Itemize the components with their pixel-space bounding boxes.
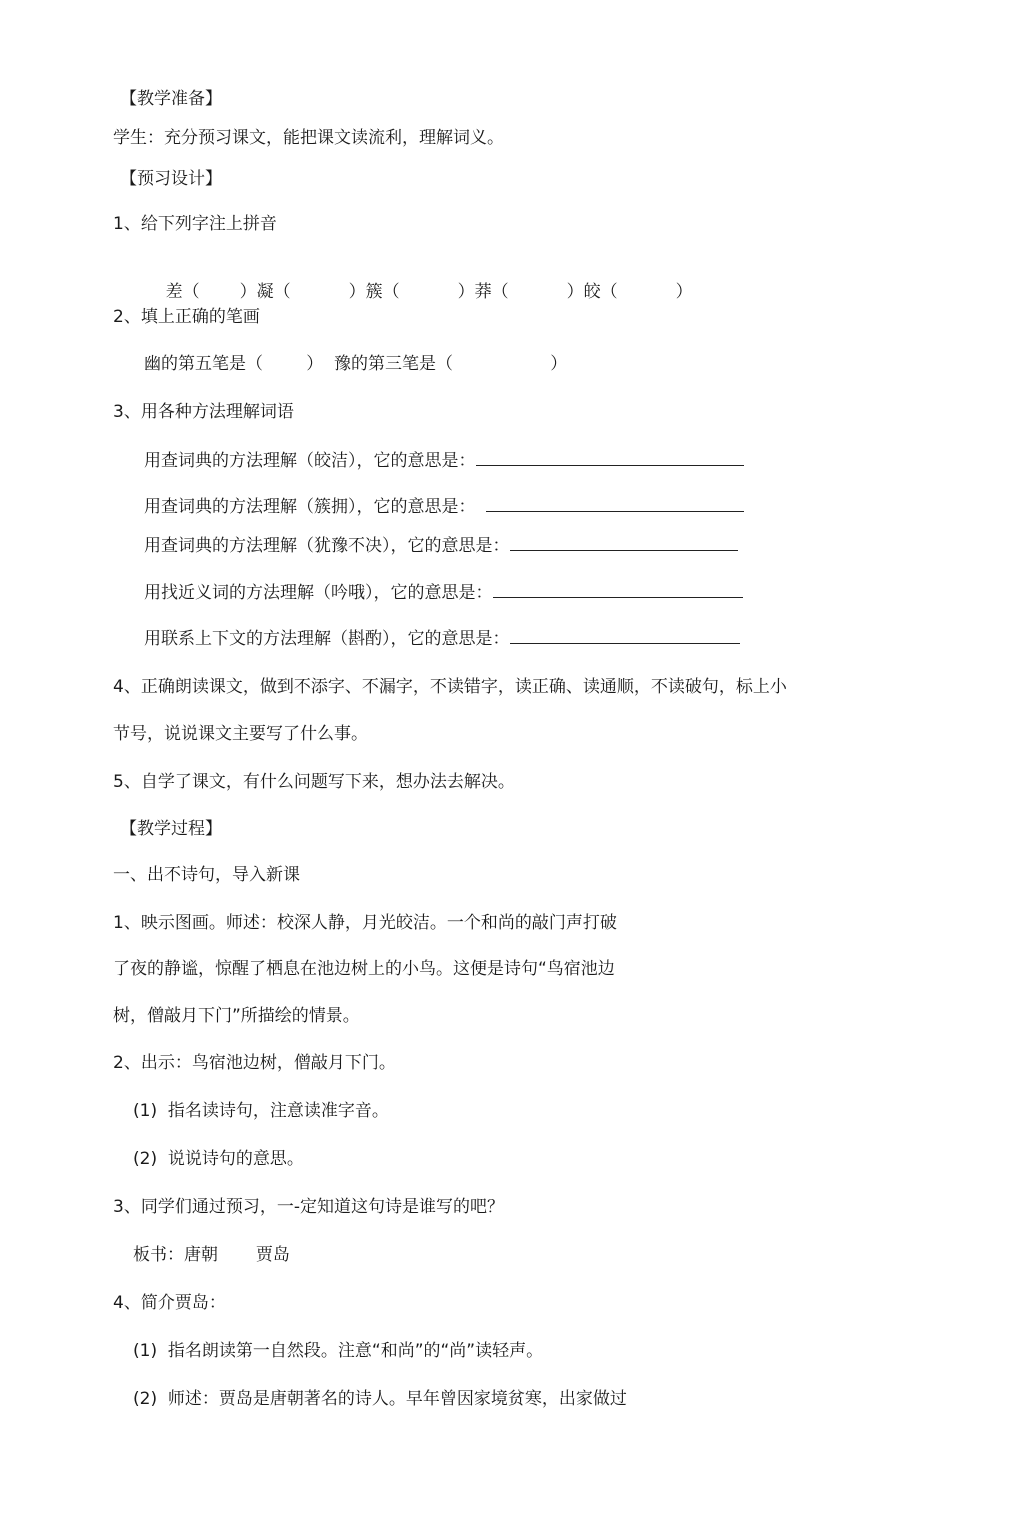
q3-item — [144, 450, 744, 472]
q3-item — [144, 535, 738, 557]
p1-line-2: 了夜的静谧，惊醒了栖息在池边树上的小鸟。这便是诗句“鸟宿池边 — [113, 959, 615, 979]
preview-heading: 【预习设计】 — [120, 169, 222, 189]
q5-line: 5、自学了课文，有什么问题写下来，想办法去解决。 — [113, 772, 515, 792]
q1-char-6: ） — [675, 282, 693, 302]
process-heading: 【教学过程】 — [120, 819, 222, 839]
q1-title: 1、给下列字注上拼音 — [113, 214, 277, 234]
p2-title: 2、出示：鸟宿池边树，僧敲月下门。 — [113, 1053, 396, 1073]
p1-line-3: 树，僧敲月下门”所描绘的情景。 — [113, 1006, 360, 1026]
q3-item — [144, 496, 744, 518]
q1-char-1: 差（ — [165, 282, 200, 302]
answer-blank[interactable] — [486, 497, 744, 512]
q3-title: 3、用各种方法理解词语 — [113, 402, 294, 422]
p2-sub-1: (1) 指名读诗句，注意读准字音。 — [133, 1101, 389, 1121]
q2-title: 2、填上正确的笔画 — [113, 307, 260, 327]
q3-item-text: 用查词典的方法理解（犹豫不决），它的意思是： — [144, 536, 510, 556]
q3-item-text: 用查词典的方法理解（簇拥），它的意思是： — [144, 497, 476, 517]
answer-blank[interactable] — [476, 451, 744, 466]
q3-item-text: 用找近义词的方法理解（吟哦），它的意思是： — [144, 583, 493, 603]
p3-title: 3、同学们通过预习，一-定知道这句诗是谁写的吧？ — [113, 1197, 504, 1217]
q4-line-2: 节号，说说课文主要写了什么事。 — [113, 724, 368, 744]
q3-item — [144, 582, 743, 604]
answer-blank[interactable] — [510, 536, 738, 551]
p4-sub-1: (1) 指名朗读第一自然段。注意“和尚”的“尚”读轻声。 — [133, 1341, 544, 1361]
q1-char-5: ）皎（ — [566, 282, 618, 302]
answer-blank[interactable] — [510, 629, 740, 644]
q1-char-2: ）凝（ — [239, 282, 291, 302]
q3-item-text: 用联系上下文的方法理解（斟酌），它的意思是： — [144, 629, 510, 649]
section-1-title: 一、出不诗句，导入新课 — [113, 865, 300, 885]
p2-sub-2: (2) 说说诗句的意思。 — [133, 1149, 304, 1169]
q3-item-text: 用查词典的方法理解（皎洁），它的意思是： — [144, 451, 476, 471]
q4-line-1: 4、正确朗读课文，做到不添字、不漏字，不读错字，读正确、读通顺，不读破句，标上小 — [113, 677, 787, 697]
p4-sub-2: (2) 师述：贾岛是唐朝著名的诗人。早年曾因家境贫寒，出家做过 — [133, 1389, 627, 1409]
p4-title: 4、简介贾岛： — [113, 1293, 226, 1313]
prep-student-line: 学生：充分预习课文，能把课文读流利，理解词义。 — [113, 128, 504, 148]
p1-line-1: 1、映示图画。师述：校深人静，月光皎洁。一个和尚的敲门声打破 — [113, 913, 617, 933]
q1-char-3: ）簇（ — [348, 282, 400, 302]
q2-line: 幽的第五笔是（ ） 豫的第三笔是（ ） — [144, 354, 568, 374]
q3-item — [144, 628, 740, 650]
answer-blank[interactable] — [493, 583, 743, 598]
q1-char-4: ）莽（ — [457, 282, 509, 302]
prep-heading: 【教学准备】 — [120, 89, 222, 109]
p3-board: 板书：唐朝 贾岛 — [133, 1245, 290, 1265]
